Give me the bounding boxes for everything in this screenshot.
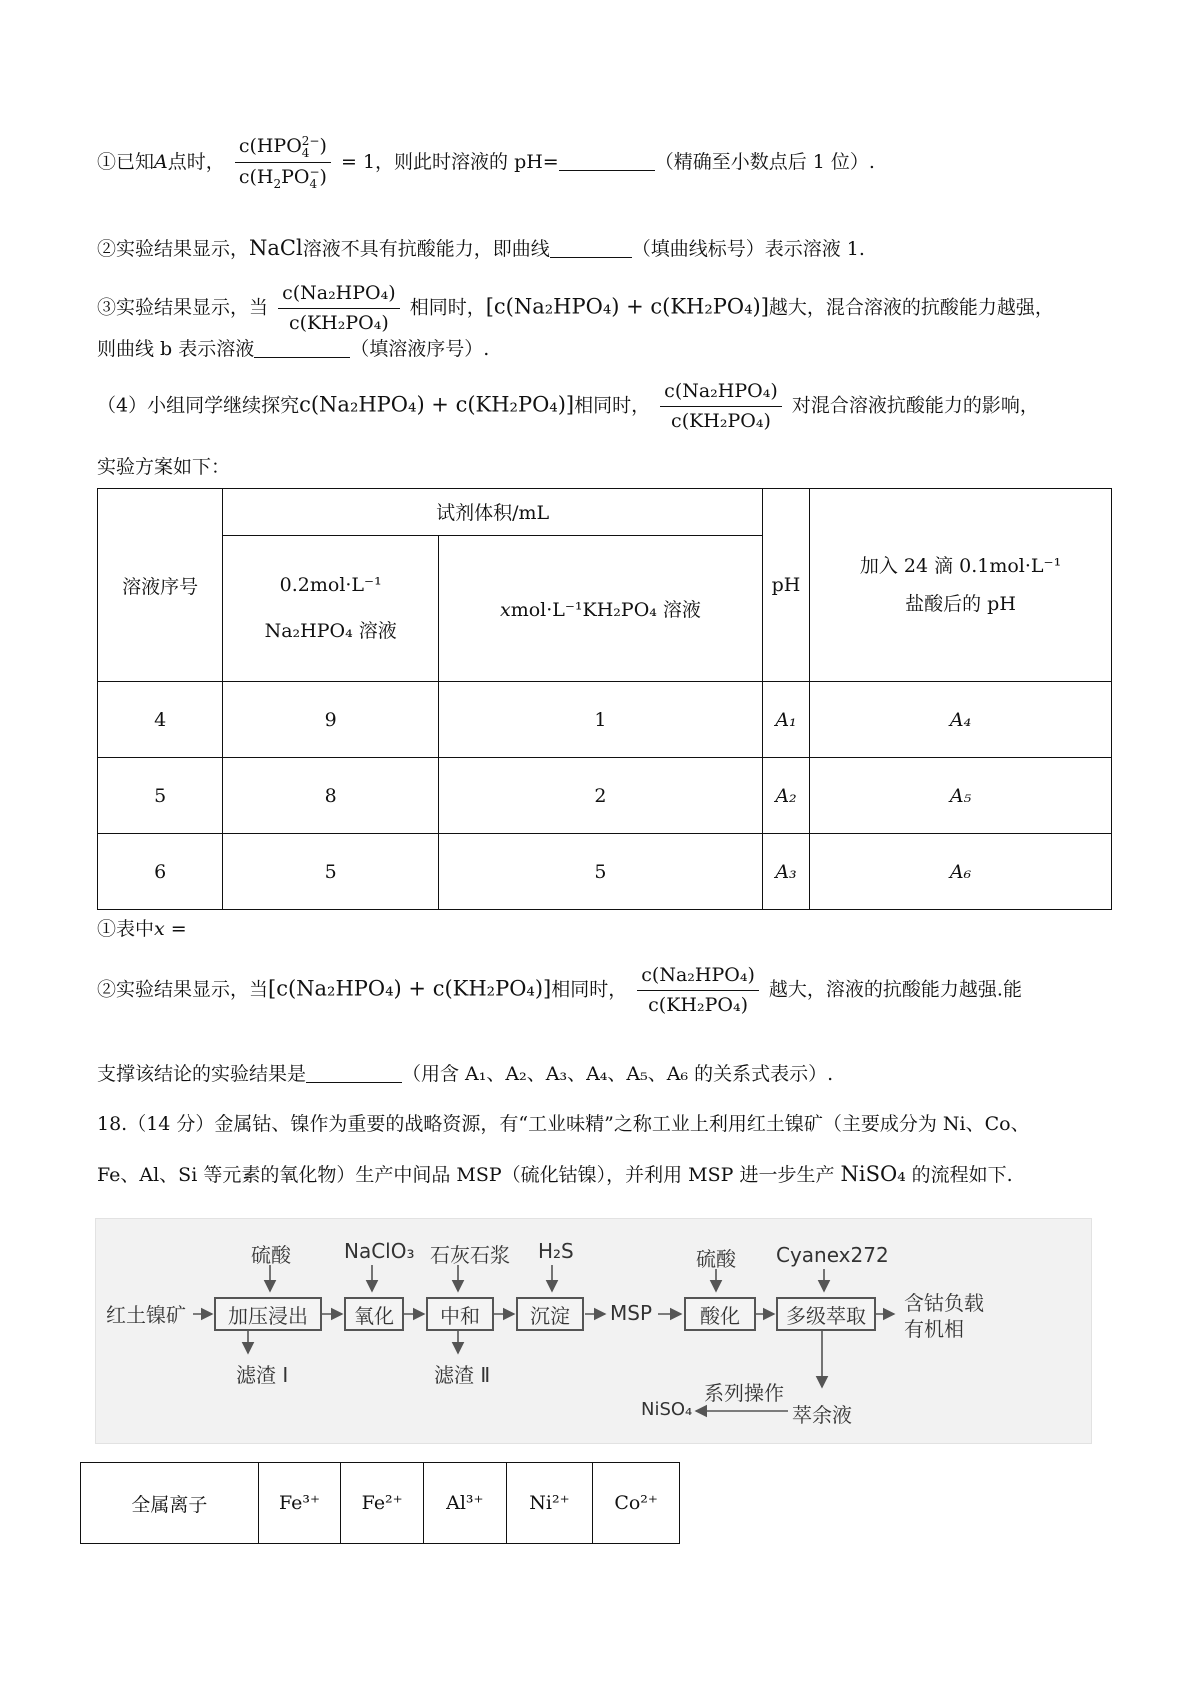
q3-item2-prefix: ②实验结果显示， — [97, 238, 250, 260]
var-x: x — [499, 599, 511, 622]
reagent-sulfuric-acid-2: 硫酸 — [696, 1247, 736, 1271]
var-x: x — [154, 918, 165, 940]
header-after-line2: 盐酸后的 pH — [905, 593, 1016, 616]
ion-ni2: Ni²⁺ — [506, 1463, 593, 1544]
den-sup: − — [309, 165, 320, 179]
q3-item3 — [97, 282, 1054, 335]
cell-after: A₆ — [810, 834, 1112, 910]
na2hpo4-over-kh2po4-fraction — [278, 282, 400, 335]
q4-mid: 相同时， — [574, 394, 651, 417]
q4-item2 — [97, 964, 1022, 1017]
den-close: ) — [319, 166, 327, 188]
point-a: A — [154, 151, 168, 174]
q4-item2-line2-prefix: 支撑该结论的实验结果是 — [97, 1063, 307, 1085]
ion-fe2: Fe²⁺ — [341, 1463, 424, 1544]
nacl-formula: NaCl — [249, 236, 303, 260]
den-sub-b: 4 — [309, 177, 318, 191]
q3-item3-suffix: 越大，混合溶液的抗酸能力越强， — [768, 296, 1054, 319]
answer-blank-curve[interactable] — [550, 238, 632, 258]
header-ph: pH — [762, 489, 809, 682]
reagent-naclo3: NaClO₃ — [344, 1239, 415, 1263]
product-label-line2: 有机相 — [904, 1317, 964, 1341]
q3-item3-line2 — [97, 338, 489, 361]
header-after-line1: 加入 24 滴 0.1mol·L⁻¹ — [859, 555, 1062, 578]
q18-text-line2a: Fe、Al、Si 等元素的氧化物）生产中间品 MSP（硫化钴镍），并利用 MSP 进一步生产 — [97, 1164, 841, 1186]
raw-material-label: 红土镍矿 — [106, 1303, 186, 1327]
num-scripts — [302, 135, 320, 159]
table-row — [98, 682, 1112, 758]
residue-1-label: 滤渣 Ⅰ — [236, 1363, 289, 1387]
num-sub: 4 — [301, 146, 310, 160]
num-close: ) — [319, 135, 327, 157]
ion-al3: Al³⁺ — [424, 1463, 507, 1544]
concentration-sum-expr: [c(Na₂HPO₄) + c(KH₂PO₄)] — [485, 294, 769, 319]
header-na-line2: Na₂HPO₄ 溶液 — [264, 619, 397, 642]
product-label-line1: 含钴负载 — [904, 1291, 984, 1315]
header-metal-ion: 全属离子 — [81, 1463, 259, 1544]
header-kh-text: mol·L⁻¹KH₂PO₄ 溶液 — [510, 599, 701, 622]
metal-ion-table — [80, 1462, 680, 1544]
q3-item2-suffix: （填曲线标号）表示溶液 1. — [631, 238, 865, 260]
q4-line2: 实验方案如下： — [97, 456, 231, 478]
q3-item2 — [97, 236, 865, 261]
q3-item1-mid: 点时， — [167, 151, 225, 174]
q4-intro — [97, 380, 1039, 433]
reagent-sulfuric-acid: 硫酸 — [251, 1243, 291, 1267]
table-row — [98, 758, 1112, 834]
cell-na: 8 — [223, 758, 439, 834]
header-seq: 溶液序号 — [98, 489, 223, 682]
q3-item1-suffix: （精确至小数点后 1 位）. — [654, 151, 875, 174]
cell-kh: 5 — [438, 834, 762, 910]
niso4-product-label: NiSO₄ — [641, 1399, 693, 1420]
q4-item1 — [97, 918, 187, 941]
num-text: c(HPO — [238, 135, 302, 157]
ion-co2: Co²⁺ — [593, 1463, 680, 1544]
q3-item3-line2-prefix: 则曲线 b 表示溶液 — [97, 338, 255, 360]
step-pressure-leach: 加压浸出 — [214, 1297, 322, 1331]
q4-item1-prefix: ①表中 — [97, 918, 155, 940]
q4-item2-prefix: ②实验结果显示，当 — [97, 978, 269, 1001]
niso4-formula: NiSO₄ — [840, 1162, 906, 1186]
den-scripts — [309, 166, 319, 190]
header-na-line1: 0.2mol·L⁻¹ — [279, 573, 382, 596]
cell-after: A₅ — [810, 758, 1112, 834]
hpo4-over-h2po4-fraction — [235, 135, 331, 191]
header-after-acid — [810, 489, 1112, 682]
table-row — [98, 834, 1112, 910]
concentration-sum-expr: c(Na₂HPO₄) + c(KH₂PO₄)] — [299, 392, 575, 417]
header-volume: 试剂体积/mL — [223, 489, 763, 536]
reagent-h2s: H₂S — [538, 1239, 574, 1263]
process-flowchart — [95, 1218, 1092, 1444]
den-sub-a: 2 — [273, 176, 282, 191]
num-sup: 2− — [301, 134, 320, 148]
den-text-a: c(H — [238, 166, 274, 188]
fraction-denominator: c(KH₂PO₄) — [671, 409, 771, 432]
fraction-denominator — [235, 163, 331, 191]
step-multistage-extraction: 多级萃取 — [776, 1297, 876, 1331]
cell-ph: A₃ — [762, 834, 809, 910]
step-oxidation: 氧化 — [344, 1297, 404, 1331]
na2hpo4-over-kh2po4-fraction — [660, 380, 782, 433]
reagent-limestone: 石灰石浆 — [430, 1243, 510, 1267]
header-na2hpo4 — [223, 535, 439, 681]
q4-item2-mid: 相同时， — [551, 978, 628, 1001]
fraction-numerator: c(Na₂HPO₄) — [660, 380, 782, 407]
cell-na: 9 — [223, 682, 439, 758]
fraction-denominator: c(KH₂PO₄) — [288, 311, 389, 334]
q4-intro-line2 — [97, 456, 230, 479]
msp-label: MSP — [610, 1301, 653, 1325]
fraction-numerator: c(Na₂HPO₄) — [278, 282, 400, 309]
answer-blank-solution[interactable] — [254, 338, 350, 358]
residue-2-label: 滤渣 Ⅱ — [434, 1363, 491, 1387]
q3-item1 — [97, 135, 875, 191]
na2hpo4-over-kh2po4-fraction — [637, 964, 759, 1017]
step-acidification: 酸化 — [684, 1297, 756, 1331]
cell-after: A₄ — [810, 682, 1112, 758]
cell-kh: 1 — [438, 682, 762, 758]
q3-item1-prefix: ①已知 — [97, 151, 155, 174]
q18-text-line1: 18.（14 分）金属钴、镍作为重要的战略资源，有“工业味精”之称工业上利用红土镍矿（主要成分为 Ni、Co、 — [97, 1113, 1030, 1135]
cell-kh: 2 — [438, 758, 762, 834]
fraction-numerator — [235, 135, 331, 163]
fraction-denominator: c(KH₂PO₄) — [648, 993, 748, 1016]
cell-seq: 6 — [98, 834, 223, 910]
concentration-sum-expr: [c(Na₂HPO₄) + c(KH₂PO₄)] — [268, 976, 552, 1001]
cell-na: 5 — [223, 834, 439, 910]
raffinate-label: 萃余液 — [792, 1403, 852, 1427]
den-text-b: PO — [281, 166, 310, 188]
q4-suffix: 对混合溶液抗酸能力的影响， — [791, 394, 1039, 417]
q4-prefix: （4）小组同学继续探究 — [97, 394, 300, 417]
q18-text-line2c: 的流程如下. — [905, 1164, 1013, 1186]
cell-seq: 5 — [98, 758, 223, 834]
step-precipitation: 沉淀 — [516, 1297, 584, 1331]
cell-ph: A₁ — [762, 682, 809, 758]
header-kh2po4 — [438, 535, 762, 681]
fraction-numerator: c(Na₂HPO₄) — [637, 964, 759, 991]
q3-item1-eq: = 1，则此时溶液的 pH= — [340, 151, 559, 174]
q3-item3-line2-suffix: （填溶液序号）. — [350, 338, 490, 360]
q18-line1 — [97, 1113, 1030, 1136]
q4-item1-eq: = — [164, 918, 187, 940]
experiment-table — [97, 488, 1112, 910]
series-operations-label: 系列操作 — [704, 1381, 784, 1405]
ion-fe3: Fe³⁺ — [258, 1463, 341, 1544]
q3-item3-mid: 相同时， — [409, 296, 486, 319]
cell-seq: 4 — [98, 682, 223, 758]
reagent-cyanex272: Cyanex272 — [776, 1243, 889, 1267]
answer-blank-relation[interactable] — [306, 1063, 402, 1083]
q4-item2-line2-suffix: （用含 A₁、A₂、A₃、A₄、A₅、A₆ 的关系式表示）. — [402, 1063, 834, 1085]
q4-item2-line2 — [97, 1063, 833, 1086]
q4-item2-suffix: 越大，溶液的抗酸能力越强.能 — [768, 978, 1022, 1001]
step-neutralization: 中和 — [426, 1297, 494, 1331]
q3-item3-prefix: ③实验结果显示，当 — [97, 296, 269, 319]
cell-ph: A₂ — [762, 758, 809, 834]
answer-blank-ph[interactable] — [559, 151, 655, 171]
q18-line2 — [97, 1162, 1013, 1187]
q3-item2-mid: 溶液不具有抗酸能力，即曲线 — [302, 238, 550, 260]
